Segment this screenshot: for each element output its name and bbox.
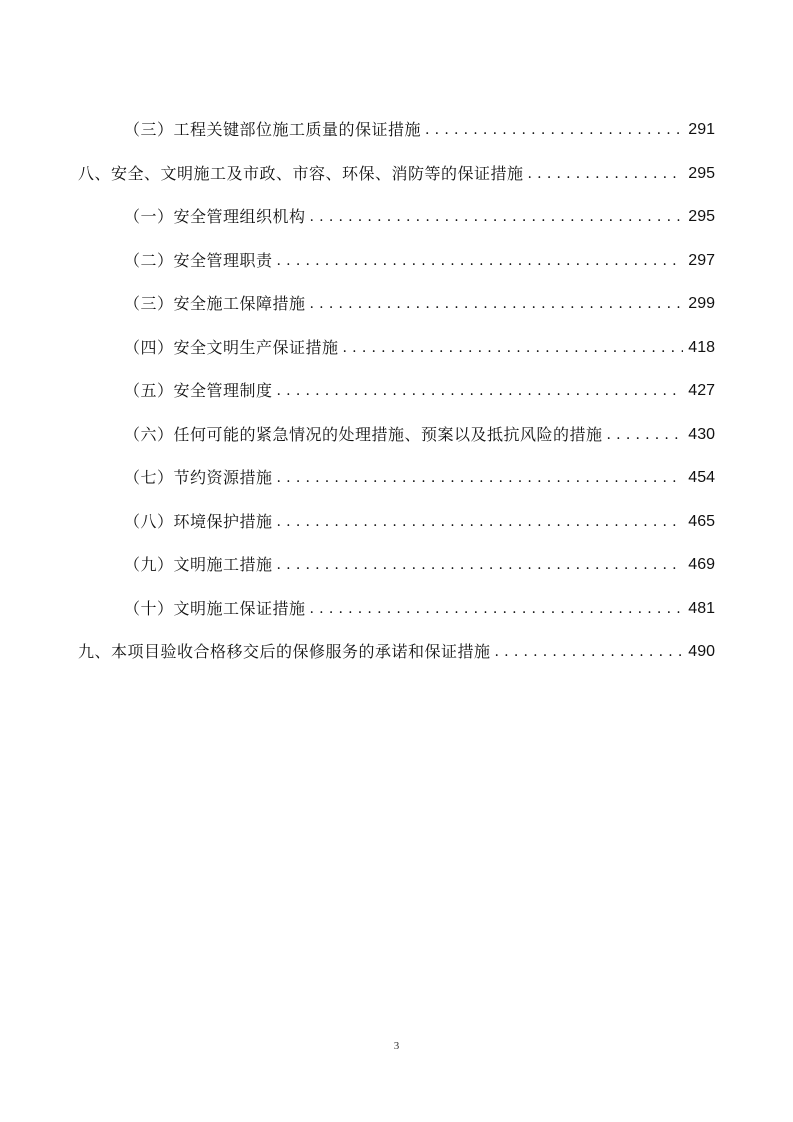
toc-entry-page: 299: [688, 295, 715, 312]
toc-entry[interactable]: [124, 203, 715, 227]
toc-entry-title: 九、本项目验收合格移交后的保修服务的承诺和保证措施: [78, 642, 491, 661]
toc-entry-title: 八、安全、文明施工及市政、市容、环保、消防等的保证措施: [78, 164, 524, 183]
toc-entry-page: 481: [688, 600, 715, 617]
toc-entry[interactable]: [124, 464, 715, 488]
toc-entry[interactable]: [124, 508, 715, 532]
toc-entry-title: （三）安全施工保障措施: [124, 294, 306, 313]
toc-entry-page: 454: [688, 469, 715, 486]
toc-entry-title: （一）安全管理组织机构: [124, 207, 306, 226]
toc-entry-title: （七）节约资源措施: [124, 468, 273, 487]
toc-entry[interactable]: [124, 116, 715, 140]
toc-entry-page: 465: [688, 513, 715, 530]
toc-dot-leader: [343, 338, 684, 358]
toc-entry-title: （三）工程关键部位施工质量的保证措施: [124, 120, 422, 139]
toc-dot-leader: [277, 468, 684, 488]
toc-dot-leader: [495, 642, 684, 662]
toc-entry[interactable]: [78, 638, 715, 662]
toc-dot-leader: [277, 512, 684, 532]
toc-entry[interactable]: [124, 334, 715, 358]
page-number: 3: [393, 1040, 400, 1052]
toc-dot-leader: [277, 251, 684, 271]
toc-entry-page: 291: [688, 121, 715, 138]
toc-entry[interactable]: [78, 160, 715, 184]
toc-entry[interactable]: [124, 247, 715, 271]
toc-entry-title: （五）安全管理制度: [124, 381, 273, 400]
toc-entry-title: （二）安全管理职责: [124, 251, 273, 270]
toc-entry-page: 295: [688, 208, 715, 225]
toc-dot-leader: [425, 120, 683, 140]
toc-entry[interactable]: [124, 421, 715, 445]
toc-dot-leader: [310, 599, 684, 619]
toc-entry-page: 490: [688, 643, 715, 660]
toc-entry-page: 295: [688, 165, 715, 182]
toc-dot-leader: [310, 207, 684, 227]
toc-entry-title: （六）任何可能的紧急情况的处理措施、预案以及抵抗风险的措施: [124, 425, 603, 444]
toc-dot-leader: [277, 555, 684, 575]
toc-dot-leader: [607, 425, 684, 445]
toc-entry-page: 297: [688, 252, 715, 269]
toc-entry[interactable]: [124, 551, 715, 575]
toc-entry-page: 418: [688, 339, 715, 356]
toc-entry-title: （八）环境保护措施: [124, 512, 273, 531]
toc-entry[interactable]: [124, 290, 715, 314]
toc-entry-page: 469: [688, 556, 715, 573]
toc-entry-title: （十）文明施工保证措施: [124, 599, 306, 618]
toc-entry-title: （九）文明施工措施: [124, 555, 273, 574]
toc-entry[interactable]: [124, 595, 715, 619]
toc-dot-leader: [310, 294, 684, 314]
toc-dot-leader: [528, 164, 684, 184]
toc-entry-page: 427: [688, 382, 715, 399]
toc-entry-page: 430: [688, 426, 715, 443]
toc-dot-leader: [277, 381, 684, 401]
toc-entry-title: （四）安全文明生产保证措施: [124, 338, 339, 357]
toc-entry[interactable]: [124, 377, 715, 401]
